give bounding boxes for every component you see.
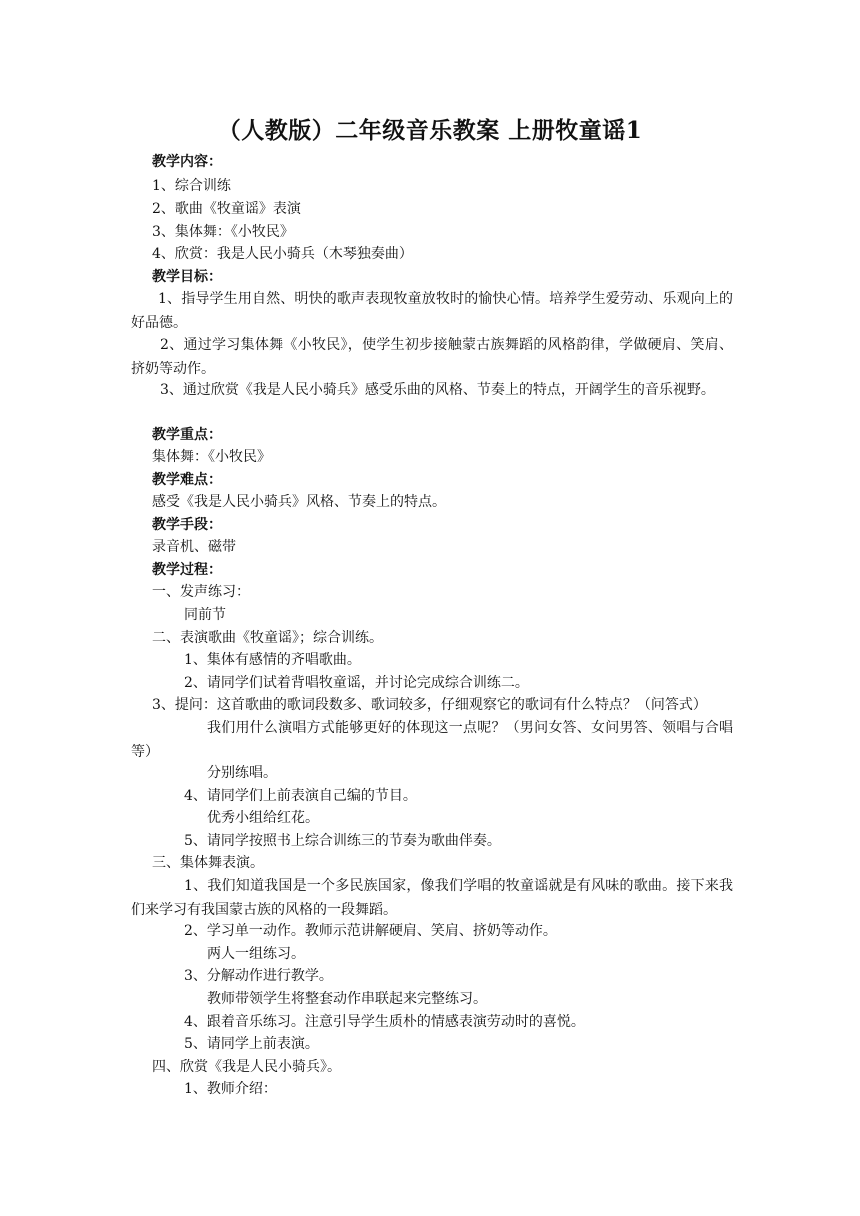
- key-heading: 教学重点：: [152, 427, 222, 443]
- process-step: 2、请同学们试着背唱牧童谣，并讨论完成综合训练二。: [184, 675, 529, 691]
- content-heading: 教学内容：: [152, 154, 222, 170]
- process-step: 3、分解动作进行教学。: [184, 968, 333, 984]
- means-text: 录音机、磁带: [152, 539, 236, 555]
- content-item: 3、集体舞：《小牧民》: [152, 224, 294, 240]
- process-step-detail: 分别练唱。: [207, 765, 277, 781]
- difficulty-heading: 教学难点：: [152, 472, 222, 488]
- process-step: 4、请同学们上前表演自己编的节目。: [184, 788, 417, 804]
- process-step: 3、提问：这首歌曲的歌词段数多、歌词较多，仔细观察它的歌词有什么特点？（问答式）: [152, 697, 707, 713]
- process-step: 2、学习单一动作。教师示范讲解硬肩、笑肩、挤奶等动作。: [184, 923, 557, 939]
- document-title: （人教版）二年级音乐教案 上册牧童谣1: [217, 117, 643, 144]
- process-step-detail: 两人一组练习。: [207, 946, 305, 962]
- key-text: 集体舞：《小牧民》: [152, 449, 271, 465]
- process-heading: 教学过程：: [152, 562, 222, 578]
- means-heading: 教学手段：: [152, 517, 222, 533]
- process-step-detail: 教师带领学生将整套动作串联起来完整练习。: [207, 991, 487, 1007]
- process-section: 三、集体舞表演。: [152, 855, 264, 871]
- goal-paragraph: 3、通过欣赏《我是人民小骑兵》感受乐曲的风格、节奏上的特点，开阔学生的音乐视野。: [160, 382, 715, 398]
- process-section: 二、表演歌曲《牧童谣》；综合训练。: [152, 630, 383, 646]
- difficulty-text: 感受《我是人民小骑兵》风格、节奏上的特点。: [152, 494, 446, 510]
- goals-heading: 教学目标：: [152, 269, 222, 285]
- process-step: 1、集体有感情的齐唱歌曲。: [184, 652, 361, 668]
- process-step-detail: 优秀小组给红花。: [207, 810, 319, 826]
- process-step: 1、教师介绍：: [184, 1081, 277, 1097]
- content-item: 4、欣赏：我是人民小骑兵（木琴独奏曲）: [152, 246, 413, 262]
- content-item: 1、综合训练: [152, 178, 231, 194]
- goal-paragraph: 1、指导学生用自然、明快的歌声表现牧童放牧时的愉快心情。培养学生爱劳动、乐观向上的好品德。: [131, 291, 733, 331]
- process-section: 一、发声练习：: [152, 584, 250, 600]
- process-step: 4、跟着音乐练习。注意引导学生质朴的情感表演劳动时的喜悦。: [184, 1014, 585, 1030]
- content-item: 2、歌曲《牧童谣》表演: [152, 201, 301, 217]
- process-step: 同前节: [184, 607, 226, 623]
- process-step-detail: 我们用什么演唱方式能够更好的体现这一点呢？（男问女答、女问男答、领唱与合唱等）: [131, 720, 733, 760]
- goal-paragraph: 2、通过学习集体舞《小牧民》，使学生初步接触蒙古族舞蹈的风格韵律，学做硬肩、笑肩、挤奶等动作。: [131, 337, 733, 377]
- process-step: 5、请同学按照书上综合训练三的节奏为歌曲伴奏。: [184, 833, 501, 849]
- process-section: 四、欣赏《我是人民小骑兵》。: [152, 1059, 341, 1075]
- process-step: 5、请同学上前表演。: [184, 1036, 319, 1052]
- process-step: 1、我们知道我国是一个多民族国家，像我们学唱的牧童谣就是有风味的歌曲。接下来我们来学习有我国蒙古族的风格的一段舞蹈。: [131, 878, 733, 918]
